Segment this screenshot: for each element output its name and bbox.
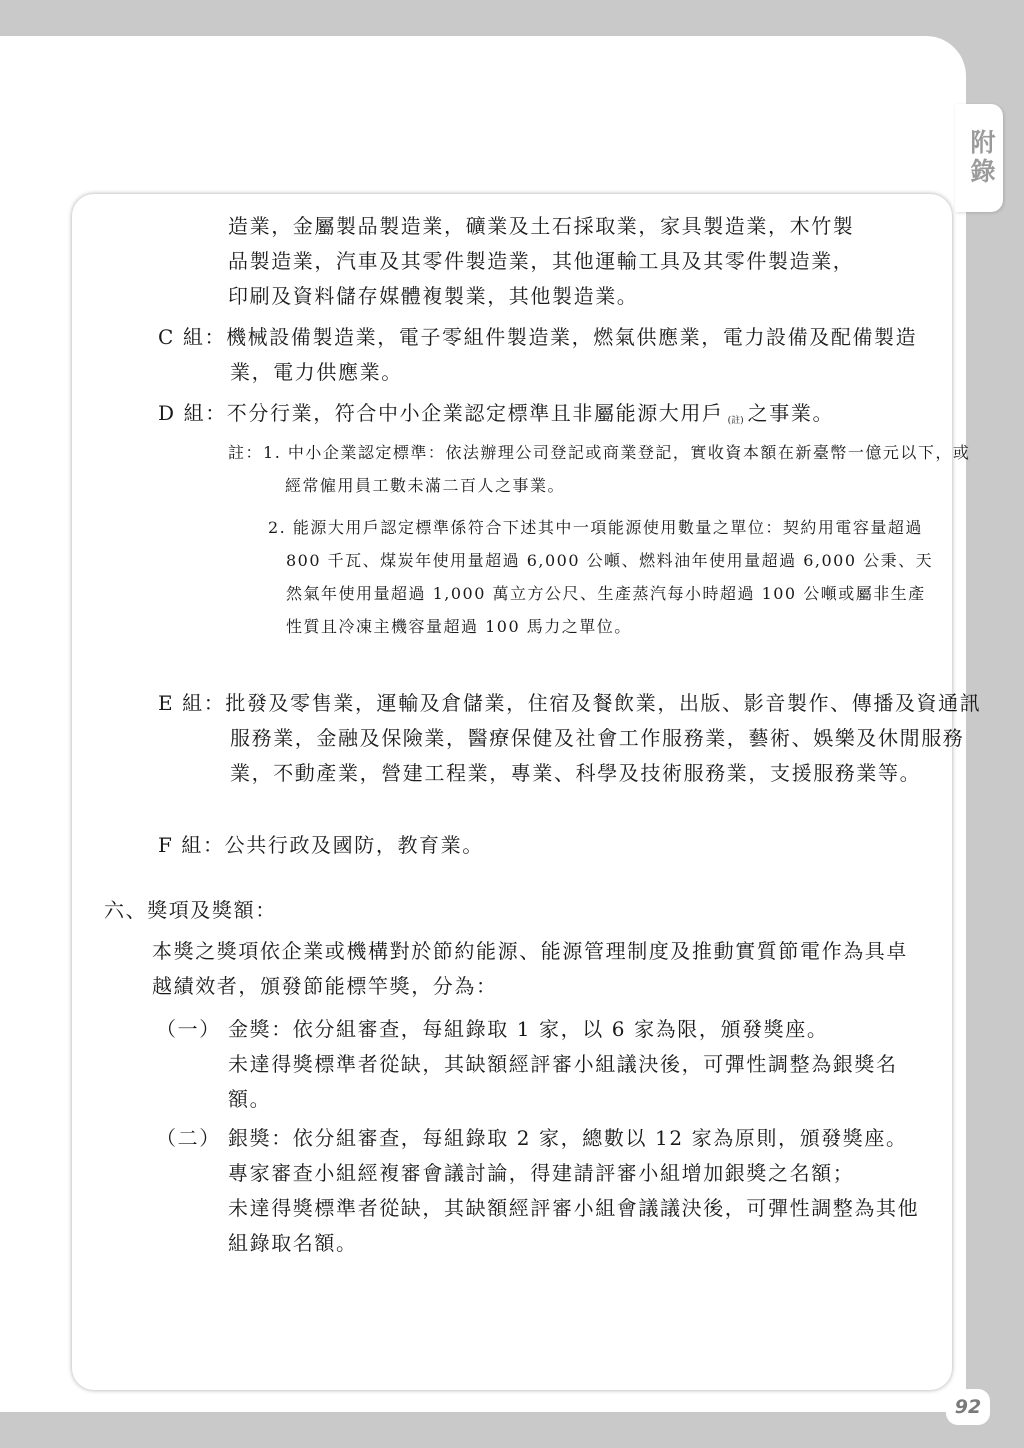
- item-1-remark: 未達得獎標準者從缺，其缺額經評審小組議決後，可彈性調整為銀獎名額。: [228, 1052, 898, 1111]
- item-2-label: （二）: [156, 1126, 221, 1150]
- tab-label-char-1: 附: [970, 128, 996, 157]
- d-group-text: 不分行業，符合中小企業認定標準且非屬能源大用戶: [226, 401, 724, 425]
- c-group-text: 機械設備製造業，電子零組件製造業，燃氣供應業，電力設備及配備製造業，電力供應業。: [226, 325, 918, 384]
- d-group-text-end: 之事業。: [747, 401, 835, 425]
- item-2-remark: 未達得獎標準者從缺，其缺額經評審小組會議議決後，可彈性調整為其他組錄取名額。: [228, 1196, 920, 1255]
- e-group-paragraph: [158, 686, 1000, 791]
- d-group-paragraph: [158, 396, 928, 439]
- f-group-paragraph: [158, 828, 928, 863]
- note-1-text: 1. 中小企業認定標準：依法辦理公司登記或商業登記，實收資本額在新臺幣一億元以下，或經常僱用員工數未滿二百人之事業。: [263, 443, 971, 495]
- d-group-note-mark: (註): [727, 416, 744, 426]
- item-1-text: 金獎：依分組審查，每組錄取 1 家，以 6 家為限，頒發獎座。: [228, 1017, 829, 1041]
- tab-label-char-2: 錄: [970, 157, 996, 186]
- item-1-first-line: [156, 1012, 936, 1047]
- note-prefix: 註：: [228, 443, 264, 462]
- section-6-title: 六、獎項及獎額：: [104, 898, 277, 922]
- d-group-label: D 組：: [158, 401, 227, 425]
- section-6-intro: 本獎之獎項依企業或機構對於節約能源、能源管理制度及推動實質節電作為具卓越績效者，頒發節能標竿獎，分為：: [152, 939, 908, 998]
- c-group-label: C 組：: [158, 325, 227, 349]
- page-number: 92: [946, 1389, 990, 1425]
- e-group-label: E 組：: [158, 691, 226, 715]
- b-group-continuation-line-3: 印刷及資料儲存媒體複製業，其他製造業。: [228, 284, 639, 308]
- e-group-text: 批發及零售業，運輸及倉儲業，住宿及餐飲業，出版、影音製作、傳播及資通訊服務業，金融及保險業，醫療保健及社會工作服務業，藝術、娛樂及休閒服務業，不動產業，營建工程業，專業、科學及技術服務業，支援服務業等。: [225, 691, 982, 785]
- c-group-paragraph: [158, 320, 920, 390]
- item-2-review-note: 專家審查小組經複審會議討論，得建請評審小組增加銀獎之名額；: [228, 1161, 855, 1185]
- item-1-label: （一）: [156, 1017, 221, 1041]
- b-group-continuation-line-1: 造業，金屬製品製造業，礦業及土石採取業，家具製造業，木竹製: [228, 214, 855, 238]
- item-2-text: 銀獎：依分組審查，每組錄取 2 家，總數以 12 家為原則，頒發獎座。: [228, 1126, 908, 1150]
- appendix-tab-label: [966, 128, 1000, 186]
- f-group-label: F 組：: [158, 833, 225, 857]
- note-1-paragraph: [228, 436, 975, 502]
- note-2-paragraph: 2. 能源大用戶認定標準係符合下述其中一項能源使用數量之單位：契約用電容量超過 800 千瓦、煤炭年使用量超過 6,000 公噸、燃料油年使用量超過 6,000 公秉、天然氣年使用量超過 1,000 萬立方公尺、生產蒸汽每小時超過 100 公噸或屬非生產性質且冷凍主機容量超過 100 馬力之單位。: [268, 518, 934, 636]
- item-2-first-line: [156, 1121, 936, 1156]
- b-group-continuation-line-2: 品製造業，汽車及其零件製造業，其他運輸工具及其零件製造業，: [228, 249, 855, 273]
- f-group-text: 公共行政及國防，教育業。: [224, 833, 484, 857]
